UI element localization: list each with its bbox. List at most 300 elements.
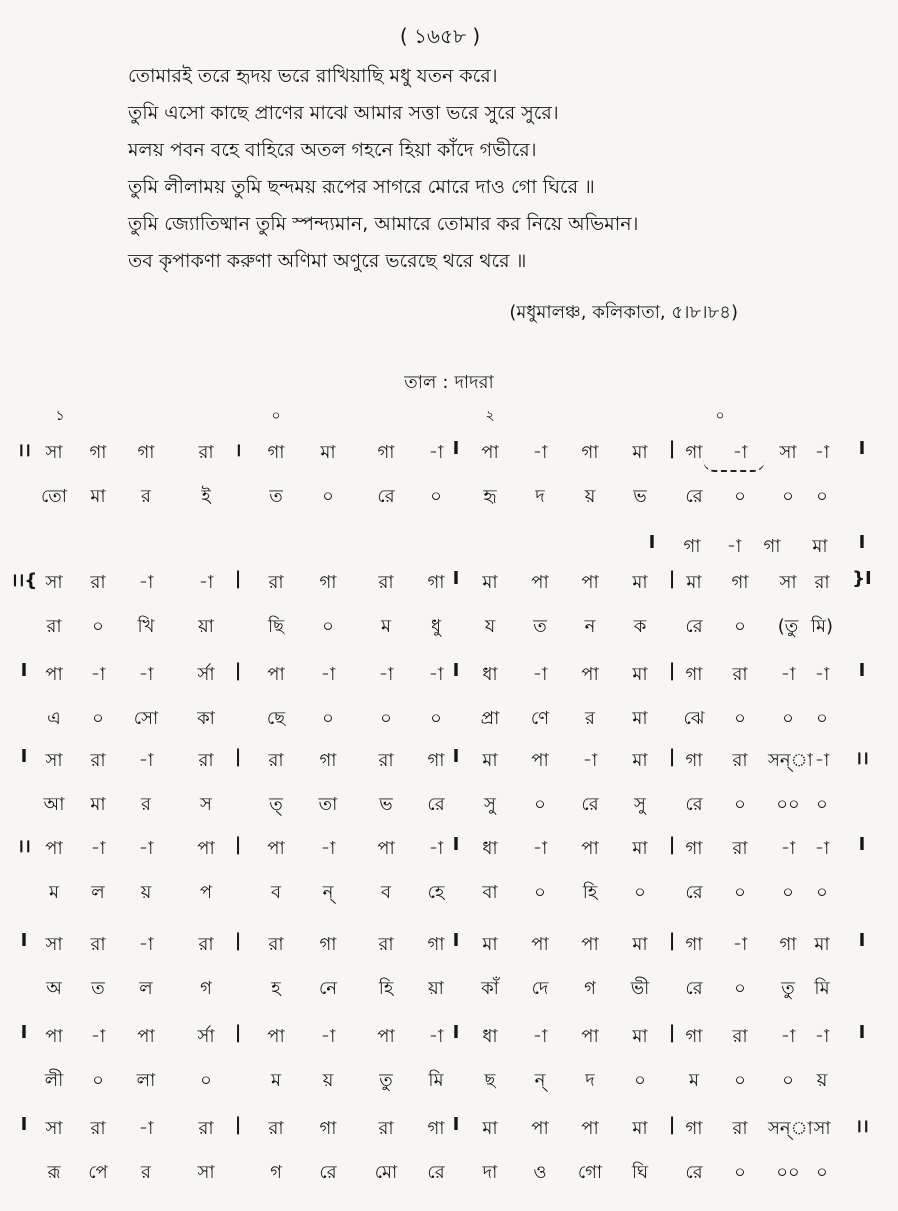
- swara-note: গা: [685, 838, 703, 859]
- beat-mark: ২: [485, 408, 495, 424]
- lyric-syllable: ল: [91, 882, 105, 903]
- swara-note: -া: [138, 1118, 154, 1139]
- swara-note: সা: [45, 572, 63, 593]
- lyric-syllable: অ: [46, 978, 62, 999]
- swara-note: পা: [531, 572, 549, 593]
- lyric-syllable: ০: [734, 882, 746, 903]
- bar-line: |: [234, 660, 242, 681]
- bar-line: |: [668, 1022, 676, 1043]
- lyric-syllable: ০: [734, 1070, 746, 1091]
- swara-note: পা: [267, 838, 285, 859]
- swara-note: পা: [531, 750, 549, 771]
- lyric-syllable: ভী: [630, 978, 650, 999]
- swara-note: -া: [90, 664, 106, 685]
- bar-line: I: [20, 660, 28, 681]
- swara-note: -া: [428, 1026, 444, 1047]
- swara-note: -া: [138, 664, 154, 685]
- swara-note: -া: [814, 838, 830, 859]
- lyric-syllable: নে: [318, 978, 338, 999]
- lyric-syllable: ছি: [267, 616, 285, 637]
- lyric-syllable: রে: [581, 794, 599, 815]
- lyric-syllable: কা: [197, 708, 215, 729]
- lyric-syllable: (তু: [777, 616, 799, 637]
- swara-note: -া: [320, 1026, 336, 1047]
- lyric-syllable: রে: [427, 794, 445, 815]
- notation-prefix-note: গা: [763, 536, 781, 557]
- lyric-syllable: হ: [271, 978, 281, 999]
- bar-line: ।।: [17, 440, 31, 461]
- swara-note: গা: [685, 1118, 703, 1139]
- lyric-syllable: ০: [816, 794, 828, 815]
- swara-note: পা: [377, 838, 395, 859]
- lyric-syllable: প: [199, 882, 213, 903]
- bar-line: |: [234, 930, 242, 951]
- lyric-syllable: কাঁ: [481, 978, 499, 999]
- lyric-syllable: রে: [685, 978, 703, 999]
- swara-note: গা: [685, 1026, 703, 1047]
- source-credit: (মধুমালঞ্চ, কলিকাতা, ৫।৮।৮৪): [509, 302, 738, 323]
- swara-note: পা: [581, 934, 599, 955]
- swara-note: -া: [198, 572, 214, 593]
- lyric-syllable: ০: [816, 708, 828, 729]
- lyric-syllable: ০: [92, 616, 104, 637]
- lyric-syllable: তু: [379, 1070, 393, 1091]
- swara-note: গা: [137, 442, 155, 463]
- swara-note: গা: [427, 934, 445, 955]
- notation-prefix-note: -া: [726, 536, 742, 557]
- swara-note: মা: [632, 934, 648, 955]
- lyric-syllable: দ: [535, 486, 545, 507]
- lyric-syllable: ছে: [266, 708, 286, 729]
- lyric-syllable: ত: [91, 978, 105, 999]
- beat-mark: ০: [715, 408, 725, 424]
- lyric-syllable: মা: [90, 794, 106, 815]
- swara-note: পা: [531, 1118, 549, 1139]
- swara-note: রা: [378, 750, 394, 771]
- bar-line: ।: [234, 440, 242, 461]
- swara-note: মা: [632, 838, 648, 859]
- lyric-line: তুমি এসো কাছে প্রাণের মাঝে আমার সত্তা ভরে সুরে সুরে।: [128, 102, 559, 124]
- swara-note: পা: [581, 664, 599, 685]
- bar-line: I: [452, 660, 460, 681]
- lyric-syllable: য়: [584, 486, 596, 507]
- swara-note: -া: [138, 750, 154, 771]
- swara-note: গা: [685, 442, 703, 463]
- swara-note: রা: [732, 1118, 748, 1139]
- swara-note: গা: [581, 442, 599, 463]
- lyric-syllable: ০: [734, 1162, 746, 1183]
- swara-note: পা: [45, 838, 63, 859]
- swara-note: পা: [45, 664, 63, 685]
- swara-note: মা: [632, 664, 648, 685]
- swara-note: পা: [481, 442, 499, 463]
- swara-note: গা: [319, 572, 337, 593]
- lyric-syllable: ০: [92, 1070, 104, 1091]
- swara-note: গা: [427, 1118, 445, 1139]
- swara-note: -া: [428, 442, 444, 463]
- swara-note: মা: [632, 1118, 648, 1139]
- lyric-syllable: ০: [634, 882, 646, 903]
- lyric-syllable: ০: [430, 486, 442, 507]
- tala-heading: [0, 368, 898, 399]
- swara-note: ধা: [482, 838, 498, 859]
- swara-note: -া: [138, 572, 154, 593]
- lyric-syllable: য়: [322, 1070, 334, 1091]
- swara-note: -া: [814, 442, 830, 463]
- swara-note: রা: [90, 934, 106, 955]
- swara-note: সন্া: [768, 1118, 813, 1139]
- lyric-syllable: য়া: [428, 978, 444, 999]
- swara-note: মা: [814, 934, 830, 955]
- swara-note: -া: [732, 442, 748, 463]
- lyric-syllable: মি: [428, 1070, 444, 1091]
- bar-line: ।।: [855, 1116, 869, 1137]
- bar-line: I: [858, 1022, 866, 1043]
- lyric-syllable: ম: [49, 882, 59, 903]
- bar-line: I: [858, 834, 866, 855]
- swara-note: রা: [378, 934, 394, 955]
- bar-line: I: [858, 438, 866, 459]
- lyric-syllable: ০: [734, 616, 746, 637]
- lyric-syllable: ন: [584, 616, 596, 637]
- lyric-syllable: ধু: [430, 616, 442, 637]
- swara-note: -া: [428, 838, 444, 859]
- lyric-syllable: হি: [582, 882, 598, 903]
- beat-mark: ১: [55, 408, 65, 424]
- bar-line: I: [452, 568, 460, 589]
- lyric-syllable: সু: [484, 794, 496, 815]
- lyric-syllable: ০: [734, 486, 746, 507]
- swara-note: রা: [378, 1118, 394, 1139]
- bar-line: I: [452, 746, 460, 767]
- swara-note: গা: [685, 934, 703, 955]
- lyric-syllable: রে: [685, 616, 703, 637]
- tala-colon: :: [442, 372, 449, 393]
- lyric-syllable: ০: [200, 1070, 212, 1091]
- lyric-syllable: মা: [632, 708, 648, 729]
- bar-line: |: [668, 660, 676, 681]
- lyric-syllable: বা: [482, 882, 498, 903]
- bar-line: I: [858, 660, 866, 681]
- swara-note: গা: [267, 442, 285, 463]
- lyric-syllable: স: [200, 794, 212, 815]
- lyric-syllable: ই: [201, 486, 211, 507]
- lyric-syllable: ঝে: [683, 708, 705, 729]
- swara-note: রা: [90, 1118, 106, 1139]
- bar-line: }I: [852, 568, 872, 589]
- bar-line: |: [668, 834, 676, 855]
- lyric-syllable: দা: [482, 1162, 498, 1183]
- swara-note: -া: [90, 1026, 106, 1047]
- lyric-syllable: রে: [427, 1162, 445, 1183]
- swara-note: মা: [482, 934, 498, 955]
- swara-note: পা: [531, 934, 549, 955]
- swara-note: রা: [268, 934, 284, 955]
- bar-line: |: [234, 1022, 242, 1043]
- lyric-syllable: ত: [533, 616, 547, 637]
- swara-note: ধা: [482, 664, 498, 685]
- lyric-syllable: গ: [270, 1162, 282, 1183]
- notation-prefix-note: I: [648, 532, 656, 553]
- bar-line: I: [20, 746, 28, 767]
- swara-note: -া: [532, 442, 548, 463]
- tala-label: তাল: [404, 372, 437, 393]
- lyric-syllable: ০: [782, 1070, 794, 1091]
- bar-line: |: [234, 746, 242, 767]
- swara-note: রা: [378, 572, 394, 593]
- lyric-syllable: ০: [322, 708, 334, 729]
- bar-line: ।।: [855, 748, 869, 769]
- swara-note: -া: [320, 838, 336, 859]
- bar-line: |: [234, 834, 242, 855]
- bar-line: I: [20, 930, 28, 951]
- swara-note: সা: [779, 572, 797, 593]
- swara-note: -া: [532, 838, 548, 859]
- swara-note: সা: [45, 442, 63, 463]
- swara-note: রা: [732, 664, 748, 685]
- swara-note: -া: [428, 664, 444, 685]
- swara-note: রা: [90, 572, 106, 593]
- swara-note: গা: [319, 750, 337, 771]
- swara-note: পা: [267, 1026, 285, 1047]
- lyric-syllable: ০০: [776, 1162, 800, 1183]
- bar-line: |: [668, 438, 676, 459]
- lyric-syllable: ছ: [484, 1070, 496, 1091]
- notation-prefix-note: মা: [812, 536, 828, 557]
- lyric-syllable: গো: [577, 1162, 603, 1183]
- lyric-syllable: মি): [810, 616, 834, 637]
- lyric-syllable: ম: [689, 1070, 699, 1091]
- swara-note: রা: [732, 750, 748, 771]
- swara-note: রা: [198, 750, 214, 771]
- swara-note: রা: [732, 1026, 748, 1047]
- lyric-syllable: লী: [44, 1070, 64, 1091]
- swara-note: পা: [267, 664, 285, 685]
- swara-note: মা: [482, 1118, 498, 1139]
- swara-note: সা: [813, 1118, 831, 1139]
- lyrics-block: [128, 62, 868, 284]
- bar-line: |: [234, 568, 242, 589]
- lyric-syllable: খি: [137, 616, 155, 637]
- swara-note: গা: [731, 572, 749, 593]
- bar-line: ।।{: [10, 570, 38, 591]
- bar-line: |: [668, 930, 676, 951]
- swara-note: গা: [427, 572, 445, 593]
- lyric-syllable: য়: [816, 1070, 828, 1091]
- bar-line: I: [452, 1114, 460, 1135]
- swara-note: গা: [89, 442, 107, 463]
- swara-note: মা: [482, 750, 498, 771]
- lyric-line: তুমি লীলাময় তুমি ছন্দময় রূপের সাগরে মোরে দাও গো ঘিরে ॥: [128, 176, 595, 198]
- lyric-syllable: ত: [269, 486, 283, 507]
- swara-note: মা: [632, 572, 648, 593]
- lyric-syllable: ঘি: [631, 1162, 649, 1183]
- swara-note: -া: [814, 750, 830, 771]
- notation-prefix-note: I: [858, 532, 866, 553]
- lyric-syllable: ০: [782, 708, 794, 729]
- lyric-line: মলয় পবন বহে বাহিরে অতল গহনে হিয়া কাঁদে গভীরে।: [128, 139, 537, 161]
- swara-note: গা: [377, 442, 395, 463]
- lyric-syllable: হি: [378, 978, 394, 999]
- lyric-syllable: ০: [734, 794, 746, 815]
- lyric-line: তব কৃপাকণা করুণা অণিমা অণুরে ভরেছে থরে থরে ॥: [128, 250, 527, 272]
- bar-line: |: [668, 1114, 676, 1135]
- swara-note: পা: [581, 1026, 599, 1047]
- swara-note: গা: [319, 934, 337, 955]
- lyric-syllable: ০: [430, 708, 442, 729]
- lyric-syllable: হে: [427, 882, 445, 903]
- swara-note: -া: [780, 664, 796, 685]
- lyric-syllable: রে: [685, 794, 703, 815]
- swara-note: -া: [814, 1026, 830, 1047]
- lyric-syllable: লা: [136, 1070, 156, 1091]
- lyric-syllable: ব: [380, 882, 392, 903]
- bar-line: I: [20, 1114, 28, 1135]
- swara-note: মা: [632, 1026, 648, 1047]
- swara-note: পা: [581, 572, 599, 593]
- swara-note: রা: [198, 442, 214, 463]
- lyric-syllable: ০: [816, 1162, 828, 1183]
- bar-line: I: [452, 438, 460, 459]
- lyric-syllable: দ: [585, 1070, 595, 1091]
- swara-note: র্সা: [197, 1026, 215, 1047]
- swara-note: -া: [378, 664, 394, 685]
- swara-note: রা: [814, 572, 830, 593]
- tala-name: দাদরা: [454, 372, 494, 393]
- lyric-syllable: ভ: [633, 486, 647, 507]
- bar-line: I: [858, 930, 866, 951]
- lyric-syllable: ও: [533, 1162, 547, 1183]
- bar-line: ।।: [17, 836, 31, 857]
- bar-line: |: [668, 746, 676, 767]
- lyric-syllable: য়: [140, 882, 152, 903]
- bar-line: |: [234, 1114, 242, 1135]
- swara-note: পা: [45, 1026, 63, 1047]
- swara-note: র্সা: [197, 664, 215, 685]
- swara-note: মা: [686, 572, 702, 593]
- swara-note: পা: [137, 1026, 155, 1047]
- swara-note: সা: [45, 1118, 63, 1139]
- lyric-syllable: ভ: [379, 794, 393, 815]
- lyric-line: তোমারই তরে হৃদয় ভরে রাখিয়াছি মধু যতন করে।: [128, 65, 498, 87]
- lyric-syllable: ম: [381, 616, 391, 637]
- swara-note: -া: [138, 838, 154, 859]
- lyric-syllable: পে: [88, 1162, 108, 1183]
- lyric-syllable: তো: [40, 486, 68, 507]
- lyric-syllable: ০০: [776, 794, 800, 815]
- swara-note: সা: [779, 442, 797, 463]
- lyric-syllable: র: [141, 486, 151, 507]
- swara-note: মা: [482, 572, 498, 593]
- lyric-syllable: রে: [685, 486, 703, 507]
- notation-prefix-note: গা: [683, 536, 701, 557]
- beat-mark: ০: [271, 408, 281, 424]
- lyric-syllable: রা: [46, 616, 62, 637]
- lyric-syllable: ০: [634, 1070, 646, 1091]
- swara-note: রা: [90, 750, 106, 771]
- swara-note: সা: [45, 934, 63, 955]
- lyric-syllable: সা: [197, 1162, 215, 1183]
- swara-note: -া: [320, 664, 336, 685]
- lyric-syllable: রে: [685, 1162, 703, 1183]
- lyric-syllable: প্রা: [480, 708, 500, 729]
- lyric-syllable: ০: [534, 794, 546, 815]
- lyric-syllable: রূ: [47, 1162, 61, 1183]
- swara-note: ধা: [482, 1026, 498, 1047]
- lyric-syllable: ০: [782, 882, 794, 903]
- lyric-syllable: ০: [816, 486, 828, 507]
- lyric-syllable: ণে: [530, 708, 550, 729]
- lyric-syllable: ০: [322, 486, 334, 507]
- lyric-syllable: র: [141, 1162, 151, 1183]
- swara-note: -া: [90, 838, 106, 859]
- lyric-syllable: ত্: [269, 794, 283, 815]
- swara-note: রা: [268, 750, 284, 771]
- lyric-syllable: গ: [584, 978, 596, 999]
- swara-note: গা: [685, 664, 703, 685]
- lyric-syllable: আ: [43, 794, 65, 815]
- page-number: ( ১৬৫৮ ): [399, 24, 481, 48]
- swara-note: রা: [198, 934, 214, 955]
- bar-line: I: [452, 834, 460, 855]
- swara-note: পা: [377, 1026, 395, 1047]
- swara-note: -া: [532, 1026, 548, 1047]
- swara-note: পা: [197, 838, 215, 859]
- lyric-syllable: ন্: [534, 1070, 546, 1091]
- lyric-syllable: ০: [534, 882, 546, 903]
- lyric-syllable: য়া: [198, 616, 214, 637]
- swara-note: -া: [732, 934, 748, 955]
- lyric-syllable: ০: [380, 708, 392, 729]
- lyric-syllable: ন্: [322, 882, 334, 903]
- swara-note: -া: [780, 1026, 796, 1047]
- swara-note: -া: [532, 664, 548, 685]
- lyric-syllable: ম: [271, 1070, 281, 1091]
- lyric-line: তুমি জ্যোতিষ্মান তুমি স্পন্দ্যমান, আমারে তোমার কর নিয়ে অভিমান।: [128, 213, 639, 235]
- lyric-syllable: সো: [133, 708, 159, 729]
- lyric-syllable: ০: [92, 708, 104, 729]
- swara-note: -া: [138, 934, 154, 955]
- lyric-syllable: হৃ: [483, 486, 497, 507]
- bar-line: I: [452, 1022, 460, 1043]
- swara-note: -া: [780, 838, 796, 859]
- lyric-syllable: মো: [374, 1162, 398, 1183]
- lyric-syllable: ০: [734, 978, 746, 999]
- swara-note: গা: [685, 750, 703, 771]
- swara-note: সা: [45, 750, 63, 771]
- lyric-syllable: র: [585, 708, 595, 729]
- lyric-syllable: ০: [816, 882, 828, 903]
- lyric-syllable: মা: [90, 486, 106, 507]
- lyric-syllable: দে: [531, 978, 549, 999]
- bar-line: I: [452, 930, 460, 951]
- lyric-syllable: য: [484, 616, 496, 637]
- swara-note: মা: [320, 442, 336, 463]
- swara-note: পা: [581, 1118, 599, 1139]
- swara-note: গা: [319, 1118, 337, 1139]
- swara-note: গা: [779, 934, 797, 955]
- bar-line: I: [20, 1022, 28, 1043]
- lyric-syllable: এ: [47, 708, 61, 729]
- lyric-syllable: রে: [377, 486, 395, 507]
- lyric-syllable: সু: [634, 794, 646, 815]
- lyric-syllable: ০: [734, 708, 746, 729]
- lyric-syllable: মি: [814, 978, 830, 999]
- lyric-syllable: তা: [318, 794, 338, 815]
- lyric-syllable: গ: [200, 978, 212, 999]
- swara-note: মা: [632, 750, 648, 771]
- lyric-syllable: ক: [633, 616, 647, 637]
